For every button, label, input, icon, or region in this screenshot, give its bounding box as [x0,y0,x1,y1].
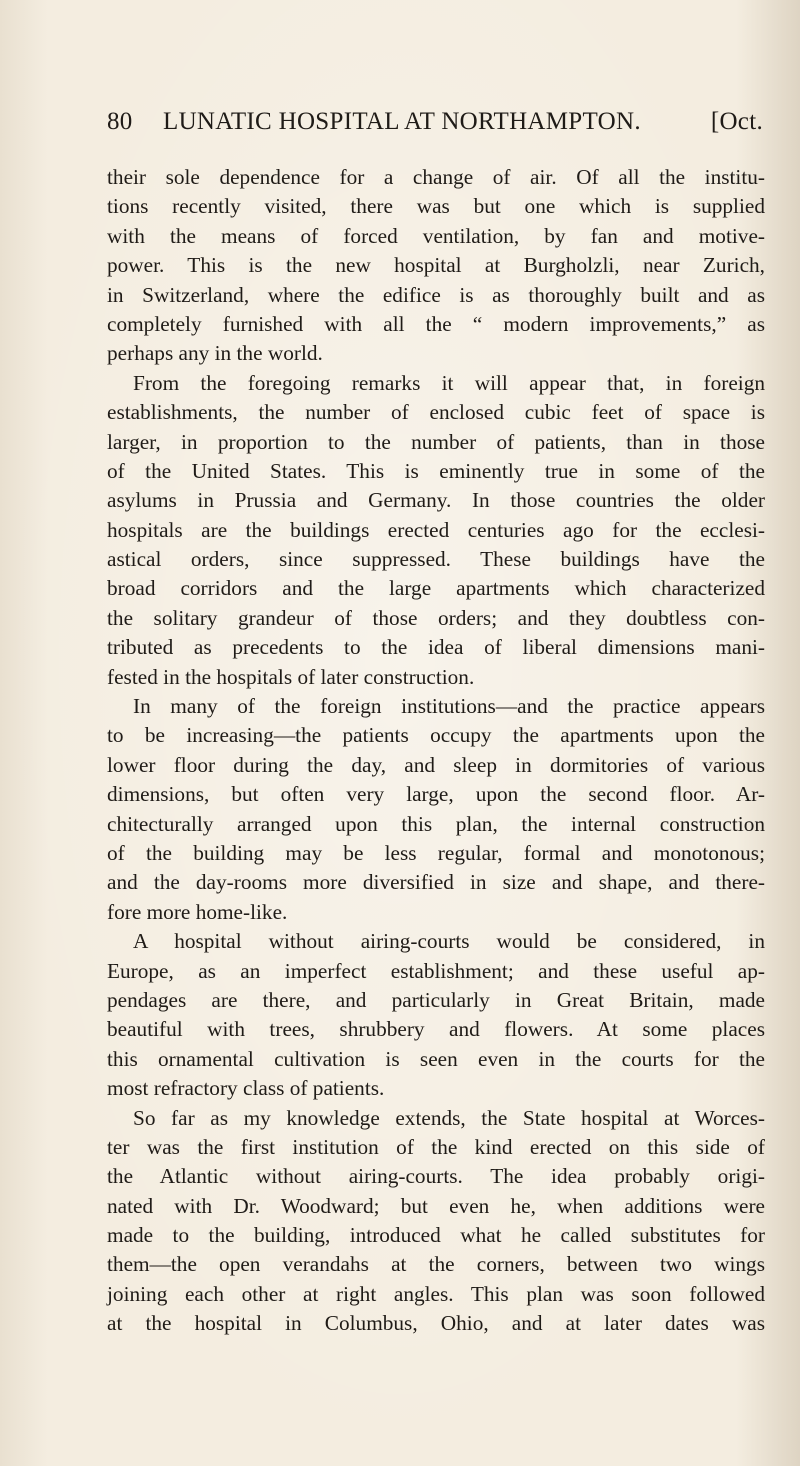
text-line: From the foregoing remarks it will appear that, in foreign [133,370,765,395]
text-line: made to the building, introduced what he called substitutes for [107,1223,765,1248]
text-line: and the day-rooms more diversified in size and shape, and there- [107,870,765,895]
text-line: the solitary grandeur of those orders; and they doubtless con- [107,605,765,630]
text-line: tributed as precedents to the idea of liberal dimensions mani- [107,635,765,660]
text-line: to be increasing—the patients occupy the apartments upon the [107,723,765,748]
text-line: their sole dependence for a change of air. Of all the institu- [107,165,765,189]
text-line: A hospital without airing-courts would be considered, in [133,929,765,954]
text-line: lower floor during the day, and sleep in dormitories of various [107,752,765,777]
text-line: astical orders, since suppressed. These buildings have the [107,547,765,572]
text-line: joining each other at right angles. This plan was soon followed [107,1281,765,1306]
text-line: chitecturally arranged upon this plan, the internal construction [107,811,765,836]
text-line: dimensions, but often very large, upon the second floor. Ar- [107,782,765,807]
text-line: completely furnished with all the “ modern improvements,” as [107,311,765,336]
running-header [107,108,767,142]
text-line: power. This is the new hospital at Burgholzli, near Zurich, [107,253,765,278]
text-line: the Atlantic without airing-courts. The idea probably origi- [107,1164,765,1189]
page-number: 80 [107,108,133,135]
text-line: in Switzerland, where the edifice is as thoroughly built and as [107,282,765,307]
text-line: of the building may be less regular, formal and monotonous; [107,840,765,865]
text-line: at the hospital in Columbus, Ohio, and at later dates was [107,1311,765,1336]
text-line: beautiful with trees, shrubbery and flowers. At some places [107,1017,765,1042]
text-line: perhaps any in the world. [107,341,323,366]
text-line: ter was the first institution of the kind erected on this side of [107,1134,765,1159]
text-line: this ornamental cultivation is seen even in the courts for the [107,1046,765,1071]
text-line: broad corridors and the large apartments which characterized [107,576,765,601]
text-line: with the means of forced ventilation, by fan and motive- [107,223,765,248]
text-line: So far as my knowledge extends, the State hospital at Worces- [133,1105,765,1130]
text-line: fore more home-like. [107,899,288,924]
text-line: pendages are there, and particularly in Great Britain, made [107,987,765,1012]
body-text [107,163,765,1339]
text-line: In many of the foreign institutions—and the practice appears [133,694,765,719]
text-line: establishments, the number of enclosed cubic feet of space is [107,400,765,425]
text-line: hospitals are the buildings erected centuries ago for the ecclesi- [107,517,765,542]
text-line: of the United States. This is eminently true in some of the [107,458,765,483]
text-line: larger, in proportion to the number of patients, than in those [107,429,765,454]
text-line: nated with Dr. Woodward; but even he, when additions were [107,1193,765,1218]
text-line: fested in the hospitals of later construction. [107,664,475,689]
text-line: tions recently visited, there was but one which is supplied [107,194,765,219]
running-title: LUNATIC HOSPITAL AT NORTHAMPTON. [163,108,641,135]
text-line: Europe, as an imperfect establishment; and these useful ap- [107,958,765,983]
text-line: them—the open verandahs at the corners, between two wings [107,1252,765,1277]
issue-date-mark: [Oct. [710,108,763,135]
text-line: most refractory class of patients. [107,1076,385,1101]
text-line: asylums in Prussia and Germany. In those countries the older [107,488,765,513]
